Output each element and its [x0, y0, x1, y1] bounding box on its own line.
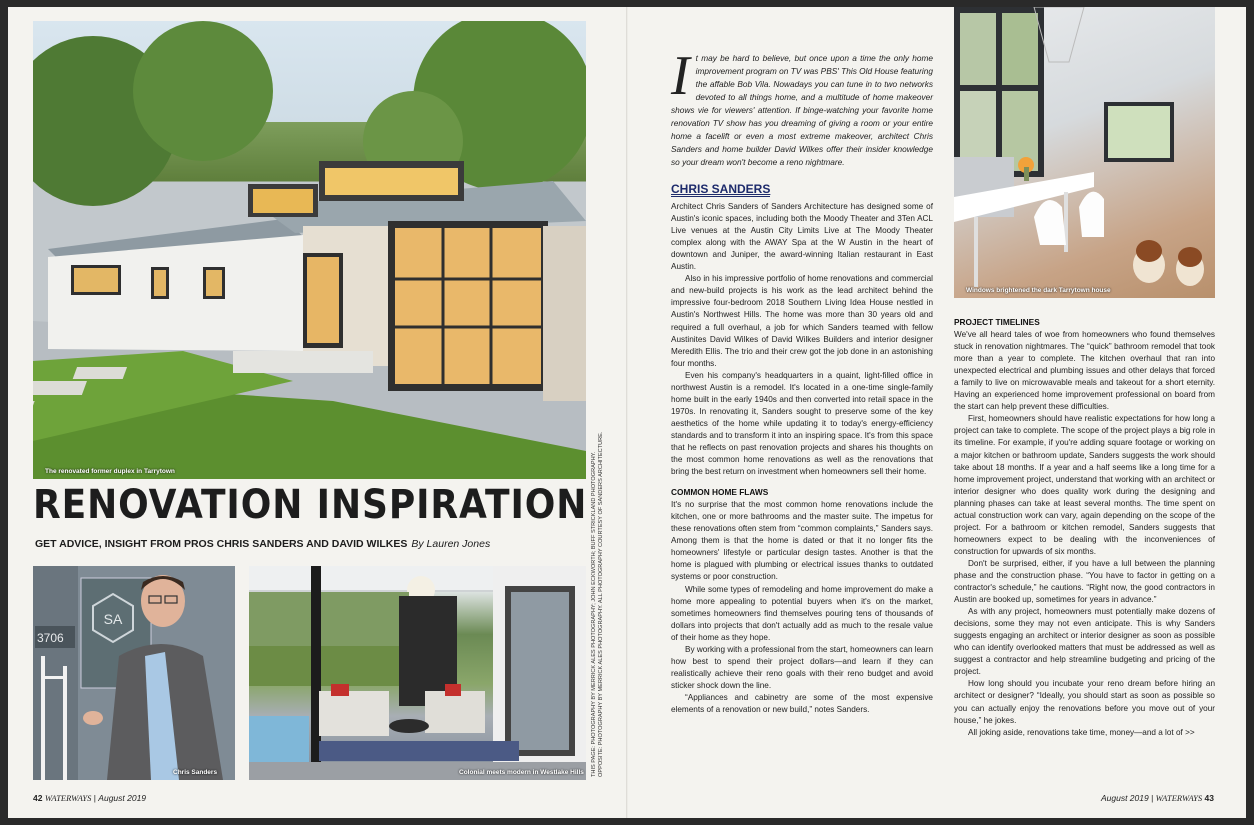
body-paragraph: Also in his impressive portfolio of home renovations and commercial and new-build projects is his work as the lead architect behind the impressive four-bedroom 2018 Southern Living Idea House nestled in Austin's Northwest Hills. The home was more than 30 years old and required a full overhaul, a job for which Sanders teamed with fellow Austinites David Wilkes of David Wilkes Builders and interior designer Meredith Ellis. The trio and their crew got the job done in an astonishing four months. — [671, 274, 933, 368]
sign-letters: SA — [103, 611, 123, 627]
body-paragraph: It's no surprise that the most common home renovations include the kitchen, one or more bathrooms and the master suite. The impetus for these renovations often stem from “common complaints,” Sanders says. Among them is that the home is dated or that it no longer fits the homeowners' lifestyle or particular design tastes. Another is that the home is plagued with plumbing or electrical issues thanks to outdated systems or poor construction. — [671, 500, 933, 582]
byline: By Lauren Jones — [411, 538, 491, 550]
body-paragraph: We've all heard tales of woe from homeowners who found themselves stuck in renovation nightmares. The “quick” bathroom remodel that took more than a year to complete. The kitchen overhaul that ran into unexpected electrical and plumbing issues and other delays that forced a family to live on microwavable meals and takeout for a short eternity. Having an experienced home improvement professional on board from the start can help prevent these difficulties. — [954, 330, 1215, 412]
body-paragraph: As with any project, homeowners must potentially make dozens of decisions, some they may not even anticipate. This is why Sanders suggests engaging an architect or interior designer as soon as possible who can identify overlooked matters that must be addressed as well as suggest a contractor and help streamline budgeting and pricing of the project. — [954, 607, 1215, 677]
body-paragraph: Even his company's headquarters in a quaint, light-filled office in northwest Austin is a remodel. It's located in a one-time single-family home built in the early 1940s and then converted into retail space in the 1970s. In renovating it, Sanders sought to preserve some of the key aesthetics of the home while updating it to today's energy-efficiency standards and to transform it into an inspiring space. It's from this space that he reflects on past renovation projects and shares his thoughts on the most common home renovations as well as the renovations that bring the best return on investment when homeowners sell their home. — [671, 370, 933, 477]
folio-left: 42 WATERWAYS | August 2019 — [33, 793, 147, 803]
subhead-timelines: PROJECT TIMELINES — [954, 317, 1040, 327]
issue-left: August 2019 — [98, 793, 147, 803]
dek-text: GET ADVICE, INSIGHT FROM PROS CHRIS SANDERS AND DAVID WILKES — [35, 538, 408, 550]
sanders-photo — [33, 566, 235, 780]
kitchen-caption: Windows brightened the dark Tarrytown house — [966, 287, 1111, 294]
body-paragraph: First, homeowners should have realistic expectations for how long a project can take to complete. The scope of the project plays a big role in its timeline. For example, if you're adding square footage or working on a major kitchen or bathroom update, Sanders suggests the work should take about 18 months. If a year and a half seems like a long time for a home improvement project, understand that working with an architect or interior designer who does quality work during the designing and planning phases can take at least several months. The time spent on actual construction work can vary, again depending on the scope of the project. For a bathroom or kitchen remodel, Sanders suggests that homeowners expect to be dealing with the inconveniences of construction for upwards of six months. — [954, 414, 1215, 556]
sanders-caption: Chris Sanders — [173, 769, 218, 776]
kitchen-photo — [954, 7, 1215, 298]
article-column-2 — [954, 316, 1215, 739]
body-paragraph: “Appliances and cabinetry are some of the most expensive elements of a renovation or new build,” notes Sanders. — [671, 692, 933, 714]
patio-caption: Colonial meets modern in Westlake Hills — [459, 769, 584, 776]
drop-cap: I — [671, 45, 690, 107]
page-number-left: 42 — [33, 793, 43, 803]
credit-line-2: OPPOSITE: PHOTOGRAPHY BY MERRICK ALES PHOTOGRAPHY. ALL PHOTOGRAPHY COURTESY OF SANDERS ARCHITECTURE. — [598, 431, 604, 777]
subhead-flaws: COMMON HOME FLAWS — [671, 487, 769, 498]
intro-paragraph — [671, 45, 933, 169]
house-number: 3706 — [37, 631, 64, 645]
brand-left: WATERWAYS — [44, 793, 92, 803]
body-paragraph: While some types of remodeling and home improvement do make a home more appealing to potential buyers when it's on the market, sometimes homeowners find themselves pouring tens of thousands of dollars into projects that don't actually add as much to the resale value of their home as they hope. — [671, 584, 933, 642]
body-paragraph: How long should you incubate your reno dream before hiring an architect or designer? “Ideally, you should start as soon as possible so you can actually enjoy the renovations before you move out of your house,” he jokes. — [954, 679, 1215, 725]
credit-line-1: THIS PAGE: PHOTOGRAPHY BY MERRICK ALES PHOTOGRAPHY; JOHN ECKWORTH; BUFF STRICKLAND PHOTOGRAPHY. — [591, 451, 597, 777]
house-photo — [33, 21, 586, 479]
brand-right: WATERWAYS — [1155, 793, 1203, 803]
body-paragraph: Don't be surprised, either, if you have a lull between the planning phase and the construction phase. “You have to factor in getting on a contractor's schedule,” he cautions. “Right now, the good contractors in Austin are booked up, sometimes for years in advance.” — [954, 558, 1215, 605]
body-paragraph: All joking aside, renovations take time, money—and a lot of >> — [968, 727, 1195, 737]
body-paragraph: Architect Chris Sanders of Sanders Architecture has designed some of Austin's iconic spaces, including both the Moody Theater and 3Ten ACL Live venues at the Austin City Limits Live at The Moody Theater complex along with the AWAY Spa at the W Austin in the heart of downtown and Juniper, the award-winning Italian restaurant in East Austin. — [671, 202, 933, 272]
section-title: CHRIS SANDERS — [671, 182, 771, 196]
house-caption: The renovated former duplex in Tarrytown — [45, 468, 175, 475]
dek — [35, 538, 490, 550]
issue-right: August 2019 — [1100, 793, 1149, 803]
page-number-right: 43 — [1204, 793, 1214, 803]
magazine-spread — [8, 7, 1246, 818]
article-column-1 — [671, 45, 934, 716]
patio-photo — [249, 566, 586, 780]
folio-right: August 2019 | WATERWAYS 43 — [1100, 793, 1214, 803]
intro-text: t may be hard to believe, but once upon a time the only home improvement program on TV was PBS' This Old House featuring the affable Bob Vila. Nowadays you can tune in to two networks devoted to all things home, and a multitude of home makeover shows vie for viewers' attention. If binge-watching your favorite home renovation TV show has you dreaming of giving a room or your entire home a facelift or even a most extreme makeover, architect Chris Sanders and home builder David Wilkes offer their insider knowledge so your dream won't become a reno nightmare. — [671, 53, 933, 167]
photo-credits — [591, 431, 631, 777]
headline: RENOVATION INSPIRATION — [33, 482, 588, 528]
body-paragraph: By working with a professional from the start, homeowners can learn how best to spend their project dollars—and learn if they can realistically achieve their reno goals with their reno budget and avoid sticker shock down the line. — [671, 644, 934, 690]
